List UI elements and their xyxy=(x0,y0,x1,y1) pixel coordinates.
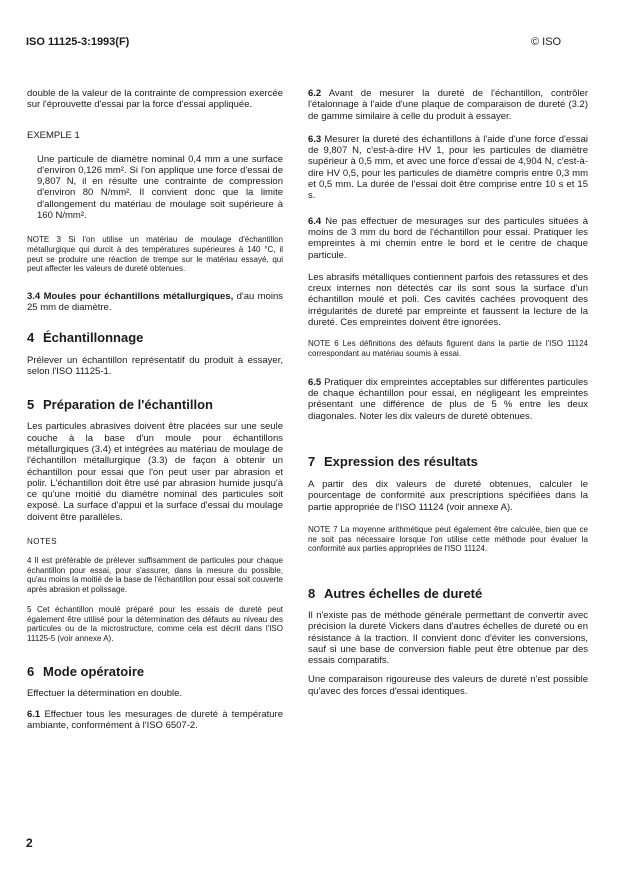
section-6-title: Mode opératoire xyxy=(43,663,145,679)
section-6-5-number: 6.5 xyxy=(308,376,322,388)
note-3: NOTE 3 Si l'on utilise un matériau de moulage d'échantillon métallurgique qui durcit à des températures supérieures à 140 °C, il peut se produire une réaction de trempe sur le matériau essayé, qui peut affecter les valeurs de dureté obtenues. xyxy=(27,235,283,274)
section-6-3-number: 6.3 xyxy=(308,133,322,145)
section-7-heading xyxy=(308,454,588,469)
abrasives-paragraph: Les abrasifs métalliques contiennent parfois des retassures et des creux internes non détectés car ils sont sous la surface d'un échantillon moulé et poli. Ces cavités cachées provoquent des irrégularités de dureté par empreinte et faussent la lecture de la dureté. Ces empreintes doivent être ignorées. xyxy=(308,271,588,329)
example-label: EXEMPLE 1 xyxy=(27,129,80,141)
section-6-1 xyxy=(27,709,283,732)
section-6-4 xyxy=(308,216,588,261)
section-6-text: Effectuer la détermination en double. xyxy=(27,687,183,699)
section-4-heading xyxy=(27,330,283,345)
section-6-2-text: Avant de mesurer la dureté de l'échantillon, contrôler l'étalonnage à l'aide d'une plaque de comparaison de dureté (3.2) de gamme similaire à celle du produit à essayer. xyxy=(308,88,588,122)
section-8-number: 8 xyxy=(308,585,316,601)
section-6-2-number: 6.2 xyxy=(308,88,322,99)
section-6-1-number: 6.1 xyxy=(27,708,41,720)
document-id: ISO 11125-3:1993(F) xyxy=(26,36,130,48)
section-8-text-2: Une comparaison rigoureuse des valeurs de dureté n'est possible qu'avec des forces d'essai identiques. xyxy=(308,674,588,697)
section-5-heading xyxy=(27,397,283,412)
note-6: NOTE 6 Les définitions des défauts figurent dans la partie de l'ISO 11124 correspondant au matériau soumis à essai. xyxy=(308,339,588,359)
section-4-title: Échantillonnage xyxy=(43,329,144,345)
section-5-text: Les particules abrasives doivent être placées sur une seule couche à la base d'un moule pour échantillons métallurgiques (3.4) et intégrées au matériau de moulage de l'échantillon métallurgique (3.3) de façon à obtenir un échantillon pour essai que l'on peut user par abrasion et polir. L'échantillon doit être usé par abrasion humide jusqu'à ce qu'une moitié du diamètre nominal des particules soit exposé. La surface d'appui et la surface d'essai du moulage doivent être parallèles. xyxy=(27,421,283,523)
section-6-3 xyxy=(308,134,588,202)
section-8-title: Autres échelles de dureté xyxy=(324,585,483,601)
section-6-4-text: Ne pas effectuer de mesurages sur des particules situées à moins de 3 mm du bord de l'échantillon pour essai. Pratiquer les empreintes à mi chemin entre le bord et le centre de chaque particule. xyxy=(308,215,588,261)
section-6-5-text: Pratiquer dix empreintes acceptables sur différentes particules de chaque échantillon pour essai, en négligeant les empreintes présentant une différence de plus de 5 % entre les deux diagonales. Noter les dix valeurs de dureté obtenues. xyxy=(308,376,588,422)
left-column xyxy=(27,88,283,732)
section-7-text: A partir des dix valeurs de dureté obtenues, calculer le pourcentage de conformité aux prescriptions spécifiées dans la partie appropriée de l'ISO 11124 (voir annexe A). xyxy=(308,478,588,513)
section-8-heading xyxy=(308,586,588,601)
note-4: 4 Il est préférable de prélever suffisamment de particules pour chaque échantillon pour essai, pour s'assurer, dans la mesure du possible, qu'au moins la moitié de la base de l'échantillon pour essai soit couverte après abrasion et polissage. xyxy=(27,556,283,595)
copyright-mark: © ISO xyxy=(531,36,562,48)
page-number: 2 xyxy=(26,836,33,850)
example-text: Une particule de diamètre nominal 0,4 mm a une surface d'environ 0,126 mm². Si l'on applique une force d'essai de 9,807 N, il en résulte une contrainte de compression d'environ 80 N/mm². Il convient donc que la limite d'allongement du matériau de moulage soit supérieure à 160 N/mm². xyxy=(37,153,283,222)
section-4-number: 4 xyxy=(27,329,35,345)
section-4-text: Prélever un échantillon représentatif du produit à essayer, selon l'ISO 11125-1. xyxy=(27,354,283,378)
section-6-3-text: Mesurer la dureté des échantillons à l'aide d'une force d'essai de 9,807 N, c'est-à-dire HV 1, pour les particules de diamètre supérieur à 0,5 mm, et avec une force d'essai de 4,904 N, c'est-à-dire HV 0,5, pour les particules de diamètre compris entre 0,3 mm et 0,5 mm. La durée de l'essai doit être comprise entre 10 s et 15 s. xyxy=(308,133,588,202)
notes-label: NOTES xyxy=(27,537,58,547)
section-6-2 xyxy=(308,88,588,122)
note-7: NOTE 7 La moyenne arithmétique peut également être calculée, bien que ce ne soit pas nécessaire lorsque l'on utilise cette méthode pour évaluer la conformité aux parties appropriées de l'ISO 11124. xyxy=(308,524,588,554)
section-3-4-number: 3.4 xyxy=(27,291,41,303)
section-3-4-text: d'au moins 25 mm de diamètre. xyxy=(27,291,284,314)
section-3-4-title: Moules pour échantillons métallurgiques, xyxy=(43,291,234,303)
right-column xyxy=(308,88,588,697)
section-5-title: Préparation de l'échantillon xyxy=(43,397,213,413)
section-6-4-number: 6.4 xyxy=(308,215,322,227)
section-7-number: 7 xyxy=(308,453,316,469)
section-8-text-1: Il n'existe pas de méthode générale permettant de convertir avec précision la dureté Vickers dans d'autres échelles de dureté ou en résistance à la traction. Il convient donc d'éviter les conversions, sauf si une base de conversion fiable peut être obtenue par des essais comparatifs. xyxy=(308,609,588,667)
section-6-heading xyxy=(27,664,283,679)
intro-paragraph: double de la valeur de la contrainte de compression exercée sur l'éprouvette d'essai par la force d'essai appliquée. xyxy=(27,88,283,111)
section-3-4 xyxy=(27,291,283,314)
section-7-title: Expression des résultats xyxy=(324,453,478,469)
note-5: 5 Cet échantillon moulé préparé pour les essais de dureté peut également être utilisé pour la détermination des défauts au niveau des particules ou de la microstructure, comme cela est décrit dans l'ISO 11125-5 (voir annexe A). xyxy=(27,604,283,643)
section-6-1-text: Effectuer tous les mesurages de dureté à température ambiante, conformément à l'ISO 6507-2. xyxy=(27,708,283,732)
section-6-number: 6 xyxy=(27,663,35,679)
section-6-5 xyxy=(308,377,588,422)
section-5-number: 5 xyxy=(27,397,35,413)
